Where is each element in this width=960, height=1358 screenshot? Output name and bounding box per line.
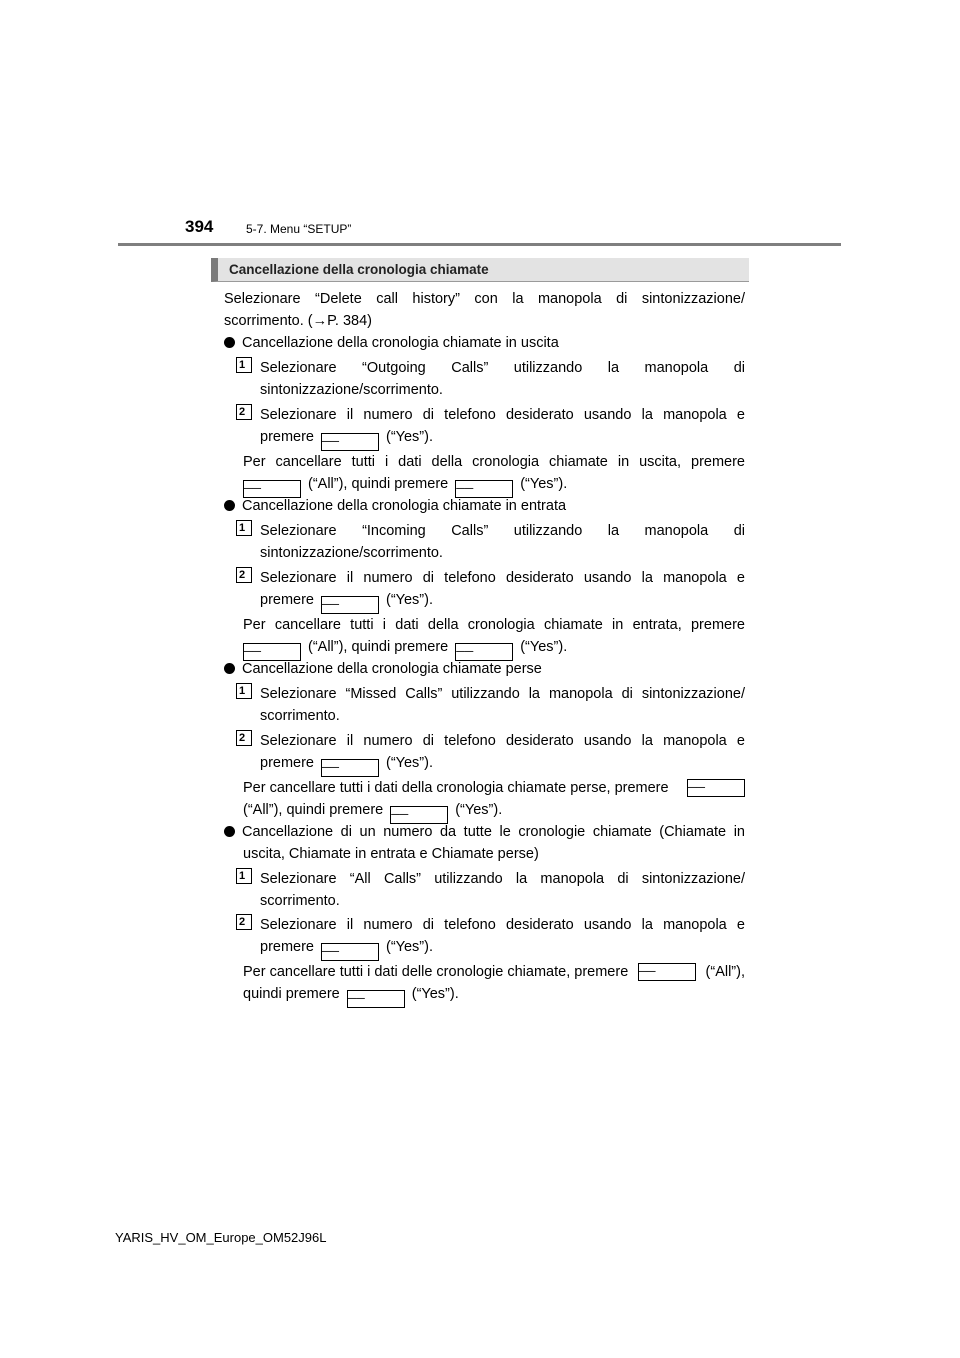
phone-button-icon: ── (390, 806, 448, 824)
note-text: quindi premere ── (“Yes”). (243, 983, 745, 1008)
note-text: ── (“All”), quindi premere ── (“Yes”). (243, 636, 745, 661)
phone-button-icon: ── (347, 990, 405, 1008)
note-text: ── (“All”), quindi premere ── (“Yes”). (243, 473, 745, 498)
step-text: Selezionare il numero di telefono desiderato usando la manopola e (260, 733, 745, 749)
header-rule (118, 243, 841, 246)
phone-button-icon: ── (243, 643, 301, 661)
bullet-label-continued: uscita, Chiamate in entrata e Chiamate perse) (243, 846, 539, 862)
step-text: premere ── (“Yes”). (260, 752, 745, 777)
step-text: Selezionare il numero di telefono desiderato usando la manopola e (260, 407, 745, 423)
bullet-item-incoming (224, 495, 566, 517)
bullet-icon (224, 337, 235, 348)
bullet-icon (224, 826, 235, 837)
phone-button-icon: ── (321, 596, 379, 614)
step-1-icon: 1 (236, 683, 252, 699)
bullet-item-outgoing (224, 332, 559, 354)
step-2-icon: 2 (236, 567, 252, 583)
step-text: Selezionare “Incoming Calls” utilizzando la manopola di (260, 523, 745, 539)
step-text: premere ── (“Yes”). (260, 426, 745, 451)
phone-button-icon: ── (455, 480, 513, 498)
intro-line: Selezionare “Delete call history” con la manopola di sintonizzazione/ (224, 291, 745, 307)
page-number: 394 (185, 217, 214, 236)
step-text: premere ── (“Yes”). (260, 589, 745, 614)
phone-button-icon: ── (321, 433, 379, 451)
step-1-icon: 1 (236, 357, 252, 373)
step-1-icon: 1 (236, 868, 252, 884)
bullet-icon (224, 663, 235, 674)
step-1-icon: 1 (236, 520, 252, 536)
note-text: (“All”), quindi premere ── (“Yes”). (243, 799, 745, 824)
document-code: YARIS_HV_OM_Europe_OM52J96L (115, 1230, 327, 1245)
phone-button-icon: ── (243, 480, 301, 498)
step-text: sintonizzazione/scorrimento. (260, 382, 443, 398)
step-text: scorrimento. (260, 708, 340, 724)
phone-button-icon: ── (321, 943, 379, 961)
bullet-item-missed (224, 658, 542, 680)
step-text: Selezionare “Missed Calls” utilizzando la manopola di sintonizzazione/ (260, 686, 745, 702)
bullet-item-all (224, 821, 745, 843)
bullet-label: Cancellazione della cronologia chiamate perse (242, 661, 542, 677)
note-text: Per cancellare tutti i dati della cronologia chiamate in entrata, premere (243, 617, 745, 633)
note-text: Per cancellare tutti i dati della cronologia chiamate perse, premere ── (243, 777, 745, 799)
note-text: Per cancellare tutti i dati delle cronologie chiamate, premere (“All”), ── (243, 964, 745, 980)
step-text: Selezionare “All Calls” utilizzando la manopola di sintonizzazione/ (260, 871, 745, 887)
section-heading (211, 258, 749, 282)
step-2-icon: 2 (236, 914, 252, 930)
bullet-label: Cancellazione di un numero da tutte le cronologie chiamate (Chiamate in (242, 824, 745, 840)
step-text: sintonizzazione/scorrimento. (260, 545, 443, 561)
phone-button-icon: ── (687, 779, 745, 797)
intro-line: scorrimento. (→P. 384) (224, 313, 373, 329)
bullet-label: Cancellazione della cronologia chiamate in uscita (242, 335, 559, 351)
phone-button-icon: ── (638, 963, 696, 981)
phone-button-icon: ── (321, 759, 379, 777)
step-text: Selezionare il numero di telefono desiderato usando la manopola e (260, 570, 745, 586)
section-title: Cancellazione della cronologia chiamate (229, 262, 489, 277)
note-text: Per cancellare tutti i dati della cronologia chiamate in uscita, premere (243, 454, 745, 470)
phone-button-icon: ── (455, 643, 513, 661)
step-2-icon: 2 (236, 404, 252, 420)
step-2-icon: 2 (236, 730, 252, 746)
bullet-label: Cancellazione della cronologia chiamate in entrata (242, 498, 567, 514)
bullet-icon (224, 500, 235, 511)
step-text: premere ── (“Yes”). (260, 936, 745, 961)
step-text: Selezionare il numero di telefono desiderato usando la manopola e (260, 917, 745, 933)
chapter-title: 5-7. Menu “SETUP” (246, 222, 352, 236)
step-text: scorrimento. (260, 893, 340, 909)
step-text: Selezionare “Outgoing Calls” utilizzando la manopola di (260, 360, 745, 376)
